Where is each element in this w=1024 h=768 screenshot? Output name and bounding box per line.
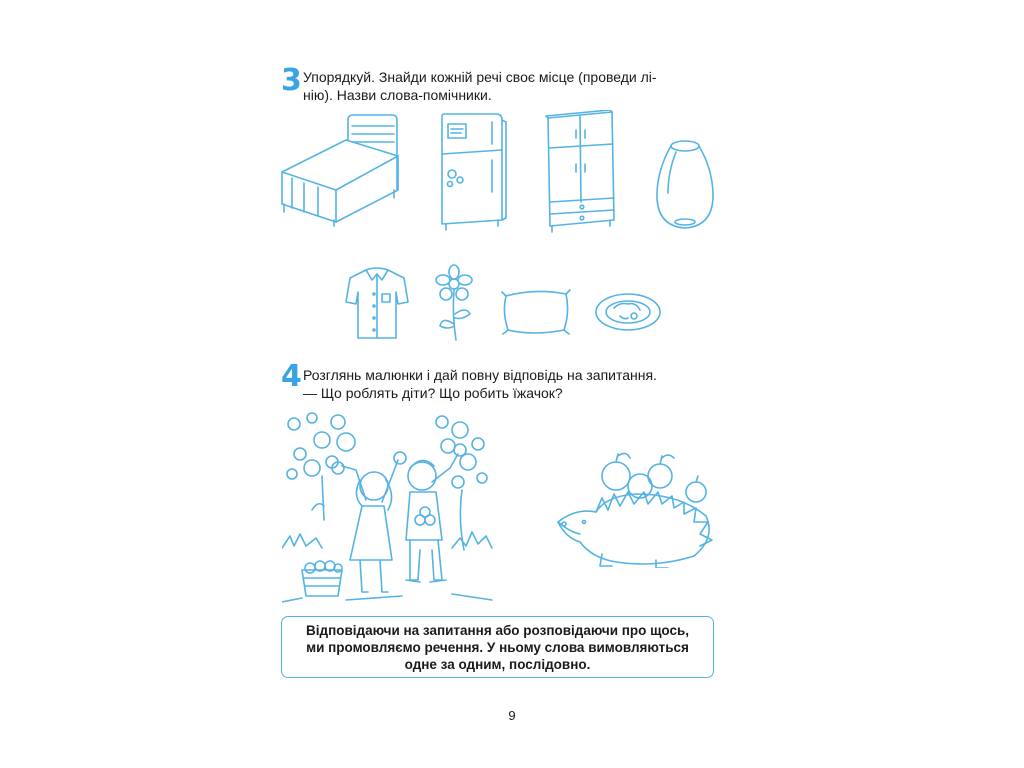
task-4-number: 4 bbox=[281, 359, 302, 394]
task-4-line-2: — Що роблять діти? Що робить їжачок? bbox=[303, 385, 563, 401]
task-3-instruction bbox=[303, 68, 714, 104]
wardrobe-icon bbox=[544, 110, 620, 234]
rule-line-2: ми промовляємо речення. У ньому слова вимовляються bbox=[306, 639, 689, 655]
rule-box bbox=[281, 616, 714, 678]
shirt-icon bbox=[344, 266, 410, 342]
vase-icon bbox=[654, 138, 716, 233]
rule-line-1: Відповідаючи на запитання або розповідаючи про щось, bbox=[306, 622, 689, 638]
task-3-line-1: Упорядкуй. Знайди кожній речі своє місце (проведи лі- bbox=[303, 69, 657, 85]
task-3-line-2: нію). Назви слова-помічники. bbox=[303, 87, 492, 103]
task-4-instruction bbox=[303, 366, 714, 402]
task-4-line-1: Розглянь малюнки і дай повну відповідь на запитання. bbox=[303, 367, 657, 383]
task-3-number: 3 bbox=[281, 63, 302, 98]
pillow-icon bbox=[500, 288, 572, 336]
plate-icon bbox=[594, 290, 662, 336]
bed-icon bbox=[280, 112, 405, 227]
hedgehog-with-apples-illustration bbox=[556, 446, 718, 568]
flower-icon bbox=[432, 264, 476, 344]
children-picking-apples-illustration bbox=[282, 410, 494, 606]
page-number: 9 bbox=[508, 708, 516, 723]
fridge-icon bbox=[436, 112, 508, 232]
rule-line-3: одне за одним, послідовно. bbox=[404, 656, 591, 672]
